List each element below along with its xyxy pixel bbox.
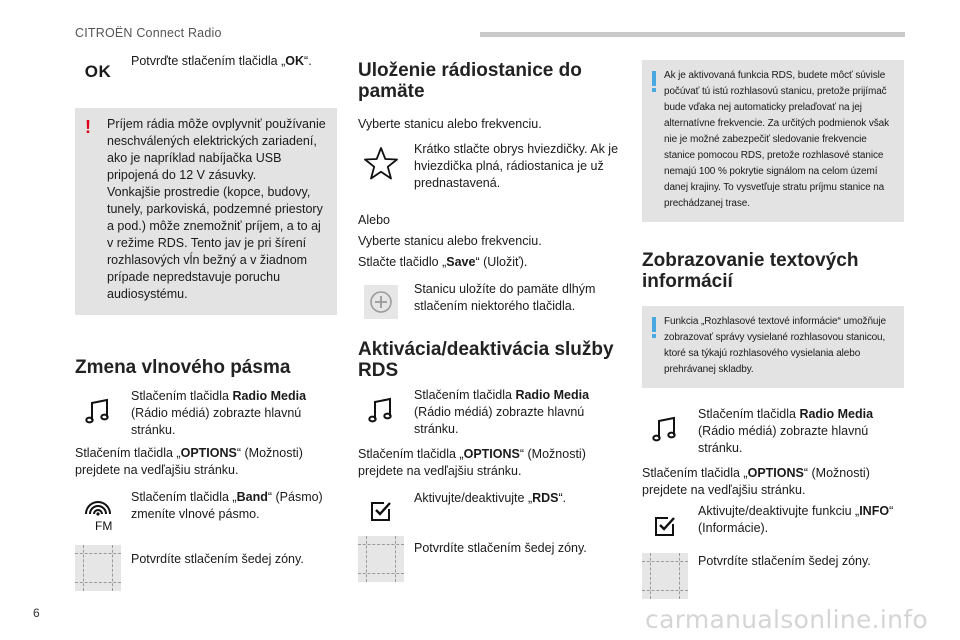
step-radio-media-rds-text: Stlačením tlačidla Radio Media (Rádio médiá) zobrazte hlavnú stránku.: [414, 388, 590, 436]
grey-zone-icon: [642, 553, 688, 599]
column-3: [642, 48, 904, 599]
step-radio-media: [75, 388, 337, 439]
svg-text:FM: FM: [95, 519, 113, 532]
step-confirm-grey-info-text: Potvrdíte stlačením šedej zóny.: [698, 554, 871, 568]
heading-band-change: Zmena vlnového pásma: [75, 357, 291, 378]
step-confirm-grey-info: [642, 553, 904, 599]
step-confirm-grey-rds-text: Potvrdíte stlačením šedej zóny.: [414, 541, 587, 555]
header-divider-bar: [480, 32, 905, 37]
options-paragraph: Stlačením tlačidla „OPTIONS“ (Možnosti) prejdete na vedľajšiu stránku.: [75, 446, 303, 477]
grey-zone-icon: [75, 545, 121, 591]
step-radio-media-text: Stlačením tlačidla Radio Media (Rádio médiá) zobrazte hlavnú stránku.: [131, 389, 307, 437]
step-band-text: Stlačením tlačidla „Band“ (Pásmo) zmeníte vlnové pásmo.: [131, 490, 323, 521]
music-note-icon: [642, 406, 688, 452]
step-activate-rds: [358, 488, 620, 534]
heading-save-station: Uloženie rádiostanice do pamäte: [358, 60, 582, 102]
heading-text-info: Zobrazovanie textových informácií: [642, 250, 859, 292]
info-icon: [652, 71, 656, 86]
warning-box: [75, 108, 337, 315]
options-paragraph-info: Stlačením tlačidla „OPTIONS“ (Možnosti) prejdete na vedľajšiu stránku.: [642, 466, 870, 497]
ok-step: [75, 48, 337, 94]
step-band: [75, 489, 337, 535]
info-icon: [652, 317, 656, 332]
watermark: carmanualsonline.info: [645, 605, 928, 634]
step-activate-info: [642, 503, 904, 549]
ok-step-text: Potvrďte stlačením tlačidla „OK“.: [131, 54, 312, 68]
fm-radio-icon: [75, 489, 121, 535]
step-star: [358, 141, 620, 192]
step-radio-media-info: [642, 406, 904, 457]
star-outline-icon: [358, 141, 404, 187]
select-station-paragraph-2: Vyberte stanicu alebo frekvenciu.: [358, 234, 542, 248]
column-1: [75, 48, 337, 591]
grey-zone-icon: [358, 536, 404, 582]
warning-text: Príjem rádia môže ovplyvniť používanie neschválených elektrických zariadení, ako je napríklad nabíjačka USB pripojená do 12 V zásuvky. Vonkajšie prostredie (kopce, budovy, tunely, parkoviská, podzemné priestory a pod.) môže znemožniť príjem, a to aj v režime RDS. Tento jav je pri šírení rozhlasových vĺn bežný a v žiadnom prípade nepredstavuje poruchu audiosystému.: [107, 117, 326, 301]
ok-icon: OK: [84, 61, 112, 81]
options-paragraph-rds: Stlačením tlačidla „OPTIONS“ (Možnosti) prejdete na vedľajšiu stránku.: [358, 447, 586, 478]
step-confirm-grey: [75, 545, 337, 591]
select-station-paragraph: Vyberte stanicu alebo frekvenciu.: [358, 117, 542, 131]
step-radio-media-rds: [358, 387, 620, 438]
step-long-press-text: Stanicu uložíte do pamäte dlhým stlačením niektorého tlačidla.: [414, 282, 596, 313]
page-header-title: CITROËN Connect Radio: [75, 26, 222, 40]
page-number: 6: [33, 606, 40, 620]
heading-rds: Aktivácia/deaktivácia služby RDS: [358, 339, 614, 381]
info-box-text-text: Funkcia „Rozhlasové textové informácie“ umožňuje zobrazovať správy vysielané rozhlasovou stanicou, ktoré sa týkajú rozhlasového vysielania alebo prehrávanej skladby.: [664, 316, 886, 375]
info-box-rds: [642, 60, 904, 222]
step-activate-rds-text: Aktivujte/deaktivujte „RDS“.: [414, 491, 567, 505]
warning-exclamation-icon: !: [85, 117, 91, 137]
step-activate-info-text: Aktivujte/deaktivujte funkciu „INFO“ (Informácie).: [698, 504, 894, 535]
step-star-text: Krátko stlačte obrys hviezdičky. Ak je hviezdička plná, rádiostanica je už prednastavená.: [414, 142, 619, 190]
checkbox-icon: [358, 488, 404, 534]
save-paragraph: Stlačte tlačidlo „Save“ (Uložiť).: [358, 255, 528, 269]
or-paragraph: Alebo: [358, 213, 390, 227]
step-radio-media-info-text: Stlačením tlačidla Radio Media (Rádio médiá) zobrazte hlavnú stránku.: [698, 407, 874, 455]
info-box-text: [642, 306, 904, 388]
info-box-rds-text: Ak je aktivovaná funkcia RDS, budete môcť súvisle počúvať tú istú rozhlasovú stanicu, pretože prijímač bude vďaka nej automaticky prelaďovať na jej alternatívne frekvencie. Za určitých podmienok však nie je možné zabezpečiť sledovanie frekvencie stanice pomocou RDS, pretože rozhlasové stanice nemajú 100 % pokrytie signálom na celom území danej krajiny. To vysvetľuje stratu príjmu stanice na prechádzanej trase.: [664, 70, 890, 209]
plus-preset-icon: [358, 279, 404, 325]
checkbox-icon: [642, 503, 688, 549]
music-note-icon: [358, 387, 404, 433]
step-long-press: [358, 279, 620, 325]
column-2: [358, 48, 620, 582]
step-confirm-grey-text: Potvrdíte stlačením šedej zóny.: [131, 552, 304, 566]
music-note-icon: [75, 388, 121, 434]
step-confirm-grey-rds: [358, 536, 620, 582]
